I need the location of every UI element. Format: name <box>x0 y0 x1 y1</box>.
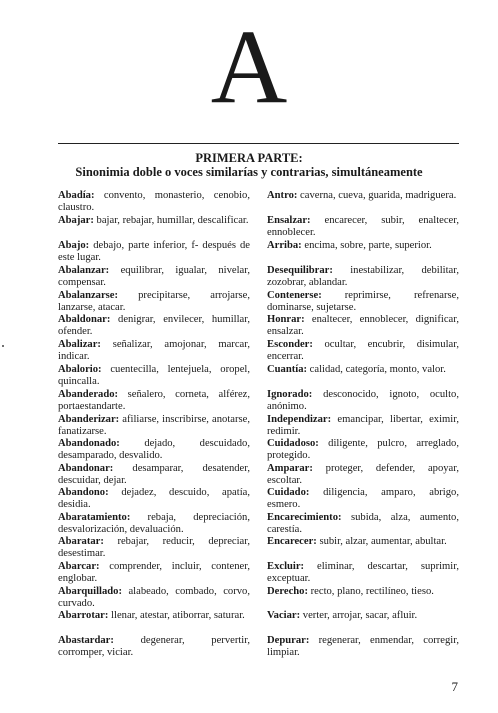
dictionary-entry <box>267 364 459 376</box>
entry-synonyms: desamparar, desatender, descuidar, dejar. <box>58 463 250 487</box>
entry-synonyms: rebaja, depreciación, desvalorización, devaluación. <box>58 512 250 536</box>
entry-term: Arriba: <box>267 240 302 251</box>
dictionary-entry <box>267 536 459 548</box>
dictionary-entry <box>58 512 250 536</box>
entry-synonyms: llenar, atestar, atiborrar, saturar. <box>108 610 245 621</box>
entry-term: Abalanzar: <box>58 265 110 276</box>
section-divider <box>58 143 459 144</box>
dictionary-entry <box>58 364 250 388</box>
entry-term: Abaratar: <box>58 536 104 547</box>
dictionary-entry <box>267 463 459 487</box>
dictionary-entry <box>58 314 250 338</box>
entry-term: Abanderizar: <box>58 414 120 425</box>
entry-synonyms: caverna, cueva, guarida, madriguera. <box>297 190 457 201</box>
dictionary-entry <box>267 635 459 659</box>
dictionary-entry <box>58 561 250 585</box>
entry-synonyms: subida, alza, aumento, carestía. <box>267 512 459 536</box>
dictionary-entry <box>267 265 459 289</box>
entry-term: Excluir: <box>267 561 305 572</box>
entry-synonyms: diligente, pulcro, arreglado, protegido. <box>267 438 459 462</box>
entry-term: Abanderado: <box>58 389 119 400</box>
entry-term: Ignorado: <box>267 389 313 400</box>
margin-mark <box>2 345 4 347</box>
dictionary-entry <box>58 414 250 438</box>
dictionary-entry <box>58 190 250 214</box>
entry-term: Desequilibrar: <box>267 265 333 276</box>
entry-term: Abalorio: <box>58 364 102 375</box>
dictionary-entry <box>58 487 250 511</box>
entry-term: Depurar: <box>267 635 310 646</box>
entry-synonyms: emancipar, libertar, eximir, redimir. <box>267 414 459 438</box>
part-title: PRIMERA PARTE: <box>195 151 303 165</box>
entry-synonyms: diligencia, amparo, abrigo, esmero. <box>267 487 459 511</box>
entry-term: Cuantía: <box>267 364 308 375</box>
entry-term: Independizar: <box>267 414 332 425</box>
entry-term: Abaratamiento: <box>58 512 131 523</box>
entry-synonyms: rebajar, reducir, depreciar, desestimar. <box>58 536 250 560</box>
entry-synonyms: dejadez, descuido, apatía, desidia. <box>58 487 250 511</box>
dictionary-entry <box>267 339 459 363</box>
dictionary-entry <box>58 240 250 264</box>
entry-synonyms: equilibrar, igualar, nivelar, compensar. <box>58 265 250 289</box>
entry-synonyms: debajo, parte inferior, f- después de este lugar. <box>58 240 250 264</box>
entry-synonyms: calidad, categoría, monto, valor. <box>307 364 446 375</box>
entry-synonyms: encarecer, subir, enaltecer, ennoblecer. <box>267 215 459 239</box>
entry-term: Abandonar: <box>58 463 114 474</box>
entry-term: Abadía: <box>58 190 95 201</box>
entry-term: Vaciar: <box>267 610 301 621</box>
entry-synonyms: subir, alzar, aumentar, abultar. <box>316 536 447 547</box>
dictionary-entry <box>58 635 250 659</box>
dictionary-entry <box>267 438 459 462</box>
section-letter: A <box>210 8 288 125</box>
dictionary-entry <box>58 536 250 560</box>
entry-term: Derecho: <box>267 586 308 597</box>
entry-term: Antro: <box>267 190 298 201</box>
dictionary-entry <box>267 487 459 511</box>
entry-term: Contenerse: <box>267 290 322 301</box>
entry-term: Cuidadoso: <box>267 438 319 449</box>
dictionary-entry <box>267 586 459 598</box>
entry-synonyms: eliminar, descartar, suprimir, exceptuar. <box>267 561 459 585</box>
entry-term: Abandono: <box>58 487 109 498</box>
entry-synonyms: inestabilizar, debilitar, zozobrar, ablandar. <box>267 265 459 289</box>
entry-synonyms: verter, arrojar, sacar, afluir. <box>300 610 418 621</box>
entry-term: Abastardar: <box>58 635 114 646</box>
entry-synonyms: afiliarse, inscribirse, anotarse, fanatizarse. <box>58 414 250 438</box>
entry-term: Esconder: <box>267 339 313 350</box>
dictionary-entry <box>267 610 459 622</box>
entry-synonyms: bajar, rebajar, humillar, descalificar. <box>93 215 249 226</box>
entry-term: Amparar: <box>267 463 313 474</box>
dictionary-entry <box>58 438 250 462</box>
dictionary-entry <box>267 414 459 438</box>
dictionary-entry <box>58 215 250 227</box>
entry-term: Abarrotar: <box>58 610 109 621</box>
entry-term: Abalanzarse: <box>58 290 119 301</box>
entry-term: Encarecer: <box>267 536 317 547</box>
dictionary-entry <box>58 463 250 487</box>
entry-term: Cuidado: <box>267 487 310 498</box>
entry-synonyms: señalizar, amojonar, marcar, indicar. <box>58 339 250 363</box>
entry-term: Abandonado: <box>58 438 120 449</box>
entry-term: Abarcar: <box>58 561 100 572</box>
dictionary-entry <box>267 512 459 536</box>
dictionary-entry <box>267 561 459 585</box>
dictionary-entry <box>58 265 250 289</box>
entry-term: Abajar: <box>58 215 94 226</box>
part-subtitle: Sinonimia doble o voces similarías y contrarias, simultáneamente <box>75 165 423 179</box>
entry-synonyms: dejado, descuidado, desamparado, desvalido. <box>58 438 250 462</box>
entry-synonyms: recto, plano, rectilíneo, tieso. <box>307 586 434 597</box>
entry-term: Encarecimiento: <box>267 512 342 523</box>
entry-synonyms: ocultar, encubrir, disimular, encerrar. <box>267 339 459 363</box>
entry-synonyms: comprender, incluir, contener, englobar. <box>58 561 250 585</box>
entry-synonyms: precipitarse, arrojarse, lanzarse, atacar. <box>58 290 250 314</box>
entry-term: Honrar: <box>267 314 305 325</box>
entry-synonyms: degenerar, pervertir, corromper, viciar. <box>58 635 250 659</box>
entry-term: Abalizar: <box>58 339 101 350</box>
dictionary-entry <box>267 190 459 202</box>
dictionary-entry <box>58 339 250 363</box>
entry-synonyms: alabeado, combado, corvo, curvado. <box>58 586 250 610</box>
dictionary-entry <box>267 290 459 314</box>
entry-synonyms: regenerar, enmendar, corregir, limpiar. <box>267 635 459 659</box>
entry-synonyms: convento, monasterio, cenobio, claustro. <box>58 190 250 214</box>
entry-synonyms: cuentecilla, lentejuela, oropel, quincalla. <box>58 364 250 388</box>
page-number: 7 <box>451 679 458 694</box>
entry-synonyms: denigrar, envilecer, humillar, ofender. <box>58 314 250 338</box>
dictionary-entry <box>58 389 250 413</box>
entry-term: Abarquillado: <box>58 586 122 597</box>
entry-synonyms: enaltecer, ennoblecer, dignificar, ensalzar. <box>267 314 459 338</box>
entry-term: Abajo: <box>58 240 90 251</box>
entry-synonyms: desconocido, ignoto, oculto, anónimo. <box>267 389 459 413</box>
dictionary-entry <box>267 314 459 338</box>
dictionary-entry <box>267 240 459 252</box>
entry-synonyms: señalero, corneta, alférez, portaestandarte. <box>58 389 250 413</box>
dictionary-entry <box>267 389 459 413</box>
dictionary-entry <box>267 215 459 239</box>
dictionary-entry <box>58 610 250 622</box>
entry-synonyms: reprimirse, refrenarse, dominarse, sujetarse. <box>267 290 459 314</box>
entry-synonyms: proteger, defender, apoyar, escoltar. <box>267 463 459 487</box>
dictionary-entry <box>58 290 250 314</box>
dictionary-entry <box>58 586 250 610</box>
entry-synonyms: encima, sobre, parte, superior. <box>301 240 432 251</box>
entry-term: Abaldonar: <box>58 314 111 325</box>
entry-term: Ensalzar: <box>267 215 311 226</box>
